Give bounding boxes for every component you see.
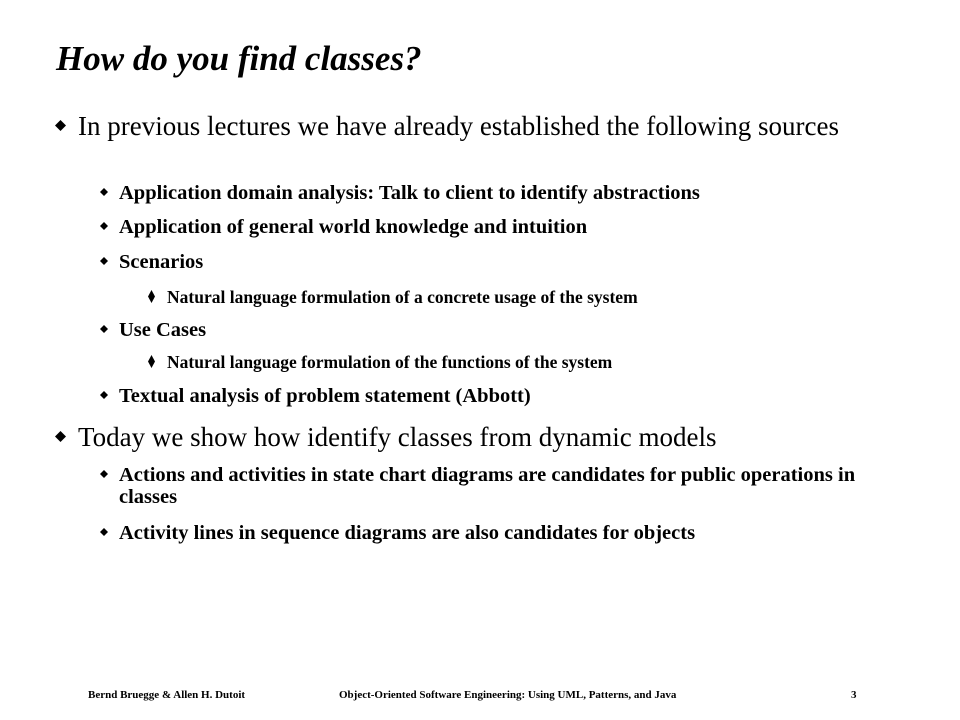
page-number: 3 xyxy=(851,689,857,701)
sub-bullet-item xyxy=(100,385,890,407)
sub-bullet-text: Actions and activities in state chart diagrams are candidates for public operations in classes xyxy=(119,464,856,508)
diamond-bullet-icon xyxy=(100,325,108,333)
diamond-bullet-icon xyxy=(55,431,66,442)
sub-sub-bullet-text: Natural language formulation of the functions of the system xyxy=(167,352,613,372)
sub-bullet-item xyxy=(100,464,890,508)
sub-bullet-text: Scenarios xyxy=(119,251,204,273)
sub-bullet-item xyxy=(100,251,890,273)
diamond-bullet-icon xyxy=(100,528,108,536)
diamond-bullet-icon xyxy=(100,257,108,265)
bullet-text: Today we show how identify classes from dynamic models xyxy=(78,422,717,452)
diamond-bullet-icon xyxy=(55,120,66,131)
sub-bullet-item xyxy=(100,522,890,544)
sub-sub-bullet-item xyxy=(148,352,908,372)
diamond-bullet-icon xyxy=(100,391,108,399)
footer-book-title: Object-Oriented Software Engineering: Using UML, Patterns, and Java xyxy=(339,689,677,701)
bullet-text: In previous lectures we have already established the following sources xyxy=(78,111,839,141)
sub-bullet-text: Application of general world knowledge and intuition xyxy=(119,216,588,238)
bullet-item xyxy=(55,112,905,140)
tall-diamond-bullet-icon xyxy=(148,290,155,303)
sub-bullet-text: Use Cases xyxy=(119,319,207,341)
diamond-bullet-icon xyxy=(100,470,108,478)
slide-title: How do you find classes? xyxy=(56,39,422,78)
sub-bullet-item xyxy=(100,216,890,238)
sub-bullet-item xyxy=(100,182,890,204)
footer-authors: Bernd Bruegge & Allen H. Dutoit xyxy=(88,689,246,701)
diamond-bullet-icon xyxy=(100,222,108,230)
diamond-bullet-icon xyxy=(100,188,108,196)
tall-diamond-bullet-icon xyxy=(148,355,155,368)
sub-bullet-text: Textual analysis of problem statement (Abbott) xyxy=(119,385,531,407)
bullet-item xyxy=(55,423,905,451)
sub-sub-bullet-item xyxy=(148,287,908,307)
sub-sub-bullet-text: Natural language formulation of a concrete usage of the system xyxy=(167,287,638,307)
sub-bullet-item xyxy=(100,319,890,341)
sub-bullet-text: Activity lines in sequence diagrams are also candidates for objects xyxy=(119,522,696,544)
sub-bullet-text: Application domain analysis: Talk to client to identify abstractions xyxy=(119,182,700,204)
